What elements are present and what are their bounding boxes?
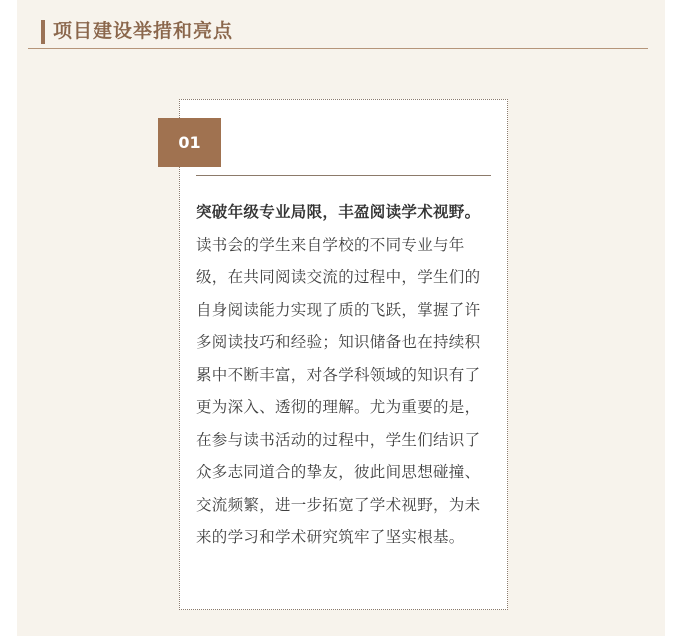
card-paragraph [196, 196, 493, 554]
section-title: 项目建设举措和亮点 [53, 20, 234, 42]
card-lead-text: 突破年级专业局限，丰盈阅读学术视野。 [196, 203, 481, 221]
card-body-text: 读书会的学生来自学校的不同专业与年级，在共同阅读交流的过程中，学生们的自身阅读能力实现了质的飞跃，掌握了许多阅读技巧和经验；知识储备也在持续积累中不断丰富，对各学科领域的知识有了更为深入、透彻的理解。尤为重要的是，在参与读书活动的过程中，学生们结识了众多志同道合的挚友，彼此间思想碰撞、交流频繁，进一步拓宽了学术视野，为未来的学习和学术研究筑牢了坚实根基。 [196, 235, 481, 546]
card-number-badge: 01 [158, 118, 221, 167]
card-divider [196, 175, 491, 176]
section-header [28, 14, 648, 49]
header-accent-bar [41, 20, 45, 44]
